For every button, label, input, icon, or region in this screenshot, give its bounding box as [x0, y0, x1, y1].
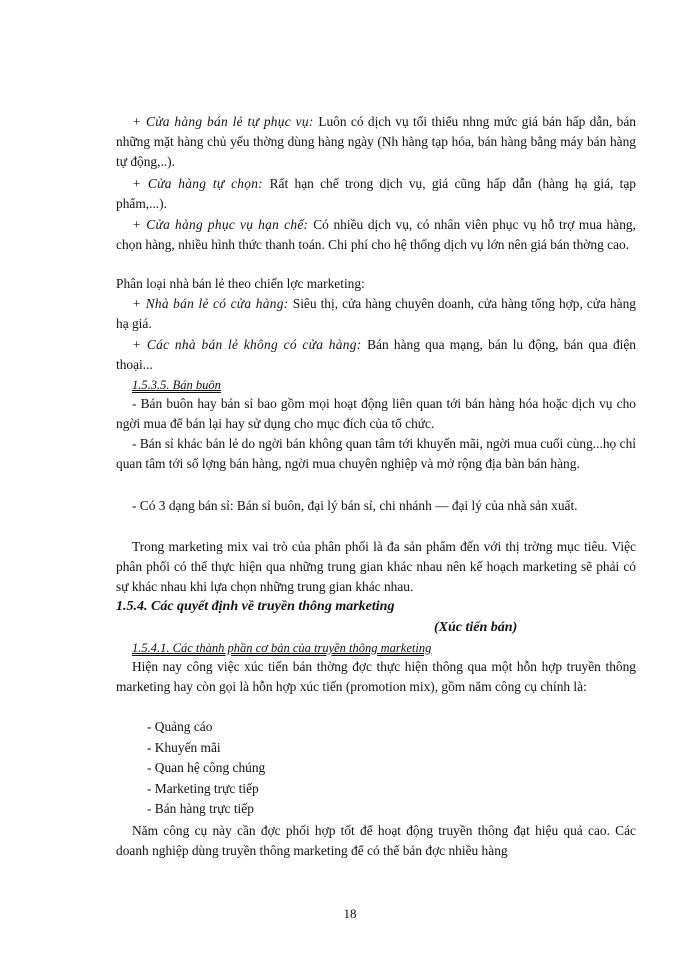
paragraph-wholesale-types: - Có 3 dạng bán sỉ: Bán sỉ buôn, đại lý bán sỉ, chi nhánh — đại lý của nhà sản xuất.	[132, 498, 578, 513]
text-nonstore-retailer: Bán hàng qua mạng, bán lu động, bán qua điện thoại...	[116, 337, 636, 372]
paragraph-five-tools: Năm công cụ này cần đợc phối hợp tốt để hoạt động truyền thông đạt hiệu quả cao. Các doanh nghiệp dùng truyền thông marketing để có thể bán đợc nhiều hàng	[116, 823, 636, 858]
list-item: - Marketing trực tiếp	[147, 780, 259, 796]
text-self-select: Rất hạn chế trong dịch vụ, giá cũng hấp dẫn (hàng hạ giá, tạp phẩm,...).	[116, 176, 636, 211]
paragraph-self-service	[116, 112, 636, 172]
heading-1541-text: 1.5.4.1. Các thành phần cơ bản của truyền thông marketing	[132, 641, 432, 655]
heading-1535-text: 1.5.3.5. Bán buôn	[132, 378, 221, 392]
heading-154: 1.5.4. Các quyết định về truyền thông marketing	[116, 599, 395, 614]
promotion-tools-list	[147, 717, 265, 820]
heading-1535	[116, 375, 636, 395]
paragraph-promotion-mix: Hiện nay công việc xúc tiến bán thờng đợc thực hiện thông qua một hỗn hợp truyền thông marketing hay còn gọi là hỗn hợp xúc tiến (promotion mix), gồm năm công cụ chính là:	[116, 659, 636, 694]
term-nonstore-retailer: + Các nhà bán lẻ không có cửa hàng:	[132, 337, 368, 352]
paragraph-self-select	[116, 174, 636, 214]
paragraph-marketing-mix: Trong marketing mix vai trò của phân phối là đa sản phẩm đến với thị trờng mục tiêu. Việc phân phối có thể thực hiện qua những trung gian khác nhau nên kế hoạch marketing sẽ phải có sự khác nhau khi lựa chọn những trung gian khác nhau.	[116, 539, 636, 594]
heading-154-sub: (Xúc tiến bán)	[434, 620, 518, 635]
term-self-service: + Cửa hàng bán lẻ tự phục vụ:	[132, 114, 319, 129]
list-item: - Khuyến mãi	[147, 739, 221, 755]
heading-1541	[116, 638, 636, 658]
paragraph-classification: Phân loại nhà bán lẻ theo chiến lợc marketing:	[116, 276, 365, 291]
term-self-select: + Cửa hàng tự chọn:	[132, 176, 270, 191]
text-store-retailer: Siêu thị, cửa hàng chuyên doanh, cửa hàng tổng hợp, cửa hàng hạ giá.	[116, 296, 636, 331]
list-item: - Quảng cáo	[147, 719, 213, 734]
paragraph-store-retailer	[116, 294, 636, 334]
page-number: 18	[343, 906, 357, 921]
paragraph-wholesale-def: - Bán buôn hay bán sỉ bao gồm mọi hoạt động liên quan tới bán hàng hóa hoặc dịch vụ cho ngời mua để bán lại hay sử dụng cho mục đích của tổ chức.	[116, 396, 636, 431]
text-self-service: Luôn có dịch vụ tối thiểu nhng mức giá bán hấp dẫn, bán những mặt hàng chủ yếu thờng dùng hàng ngày (Nh hàng tạp hóa, bán hàng bằng máy bán hàng tự động,..).	[116, 114, 636, 169]
text-limited-service: Có nhiều dịch vụ, có nhân viên phục vụ hỗ trợ mua hàng, chọn hàng, nhiều hình thức thanh toán. Chi phí cho hệ thống dịch vụ lớn nên giá bán thờng cao.	[116, 217, 636, 252]
term-limited-service: + Cửa hàng phục vụ hạn chế:	[132, 217, 314, 232]
list-item: - Quan hệ công chúng	[147, 760, 266, 776]
paragraph-limited-service	[116, 215, 636, 255]
list-item: - Bán hàng trực tiếp	[147, 801, 254, 817]
term-store-retailer: + Nhà bán lẻ có cửa hàng:	[132, 296, 293, 311]
paragraph-wholesale-diff: - Bán sỉ khác bán lẻ do ngời bán không quan tâm tới khuyến mãi, ngời mua cuối cùng...họ chỉ quan tâm tới số lợng bán hàng, ngời mua chuyên nghiệp và mở rộng địa bàn bán hàng.	[116, 436, 636, 471]
paragraph-nonstore-retailer	[116, 335, 636, 375]
